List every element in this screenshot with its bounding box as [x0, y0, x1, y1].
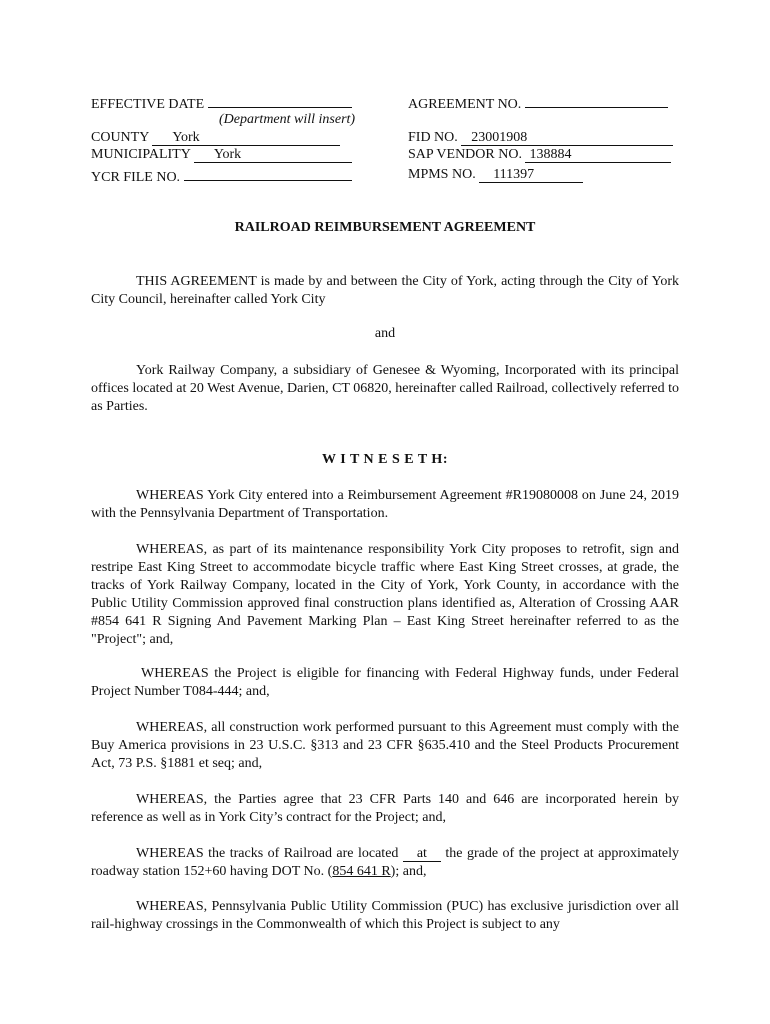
mpms-label: MPMS NO.: [408, 167, 476, 182]
document-title: RAILROAD REIMBURSEMENT AGREEMENT: [234, 220, 536, 235]
mpms-row: [408, 167, 583, 183]
fid-row: [408, 130, 673, 146]
whereas-text: WHEREAS the Project is eligible for financing with Federal Highway funds, under Federal Project Number T084-444; and,: [91, 666, 679, 699]
puc-text: WHEREAS, Pennsylvania Public Utility Commission (PUC) has exclusive jurisdiction over all rail-highway crossings in the Commonwealth of which this Project is subject to any: [91, 899, 679, 932]
railroad-party-text: York Railway Company, a subsidiary of Genesee & Wyoming, Incorporated with its principal offices located at 20 West Avenue, Darien, CT 06820, hereinafter called Railroad, collectively referred to as Parties.: [91, 363, 679, 414]
fid-label: FID NO.: [408, 130, 458, 145]
municipality-row: [91, 147, 352, 163]
whereas-paragraph: [91, 719, 679, 773]
effective-date-label: EFFECTIVE DATE: [91, 97, 205, 112]
whereas-text: WHEREAS, as part of its maintenance responsibility York City proposes to retrofit, sign and restripe East King Street to accommodate bicycle traffic where East King Street crosses, at grade, the tracks of York Railway Company, located in the City of York, York County, in accordance with the Public Utility Commission approved final construction plans identified as, Alteration of Crossing AAR #854 641 R Signing And Pavement Marking Plan – East King Street hereinafter referred to as the "Project"; and,: [91, 542, 679, 647]
agreement-no-row: [408, 94, 668, 113]
municipality-label: MUNICIPALITY: [91, 147, 191, 162]
and-word: and: [374, 326, 396, 341]
intro-text: THIS AGREEMENT is made by and between the City of York, acting through the City of York City Council, hereinafter called York City: [91, 274, 679, 307]
fid-value: 23001908: [461, 131, 673, 146]
railroad-party-paragraph: [91, 362, 679, 416]
tracks-text-mid: the grade of the project at approximately roadway station 152+60 having DOT No. (: [91, 846, 680, 879]
effective-date-blank: [208, 94, 352, 108]
county-value: York: [152, 131, 340, 146]
mpms-value: 111397: [479, 168, 583, 183]
witnesseth-heading: W I T N E S E T H:: [322, 452, 448, 467]
whereas-text: WHEREAS, the Parties agree that 23 CFR Parts 140 and 646 are incorporated herein by reference as well as in York City’s contract for the Project; and,: [91, 792, 679, 825]
county-label: COUNTY: [91, 130, 149, 145]
ycr-file-blank: [184, 167, 352, 181]
puc-paragraph: [91, 898, 679, 934]
agreement-no-blank: [525, 94, 668, 108]
sap-vendor-label: SAP VENDOR NO.: [408, 147, 522, 162]
sap-vendor-row: [408, 147, 671, 163]
county-row: [91, 130, 340, 146]
intro-paragraph: [91, 273, 679, 309]
grade-value: at: [403, 847, 441, 862]
ycr-file-row: [91, 167, 352, 186]
tracks-text-pre: WHEREAS the tracks of Railroad are located: [136, 846, 399, 861]
department-note: (Department will insert): [219, 112, 356, 127]
ycr-file-label: YCR FILE NO.: [91, 170, 181, 185]
whereas-paragraph: [91, 665, 679, 701]
whereas-text: WHEREAS York City entered into a Reimbursement Agreement #R19080008 on June 24, 2019 with the Pennsylvania Department of Transportation.: [91, 488, 679, 521]
whereas-paragraph: [91, 487, 679, 523]
agreement-no-label: AGREEMENT NO.: [408, 97, 522, 112]
whereas-paragraph: [91, 541, 679, 649]
municipality-value: York: [194, 148, 352, 163]
tracks-paragraph: [91, 845, 679, 881]
whereas-text: WHEREAS, all construction work performed pursuant to this Agreement must comply with the Buy America provisions in 23 U.S.C. §313 and 23 CFR §635.410 and the Steel Products Procurement Act, 73 P.S. §1881 et seq; and,: [91, 720, 679, 771]
whereas-paragraph: [91, 791, 679, 827]
dot-number: 854 641 R: [332, 864, 391, 879]
effective-date-row: [91, 94, 352, 113]
sap-vendor-value: 138884: [525, 148, 671, 163]
tracks-text-post: ); and,: [390, 864, 427, 879]
